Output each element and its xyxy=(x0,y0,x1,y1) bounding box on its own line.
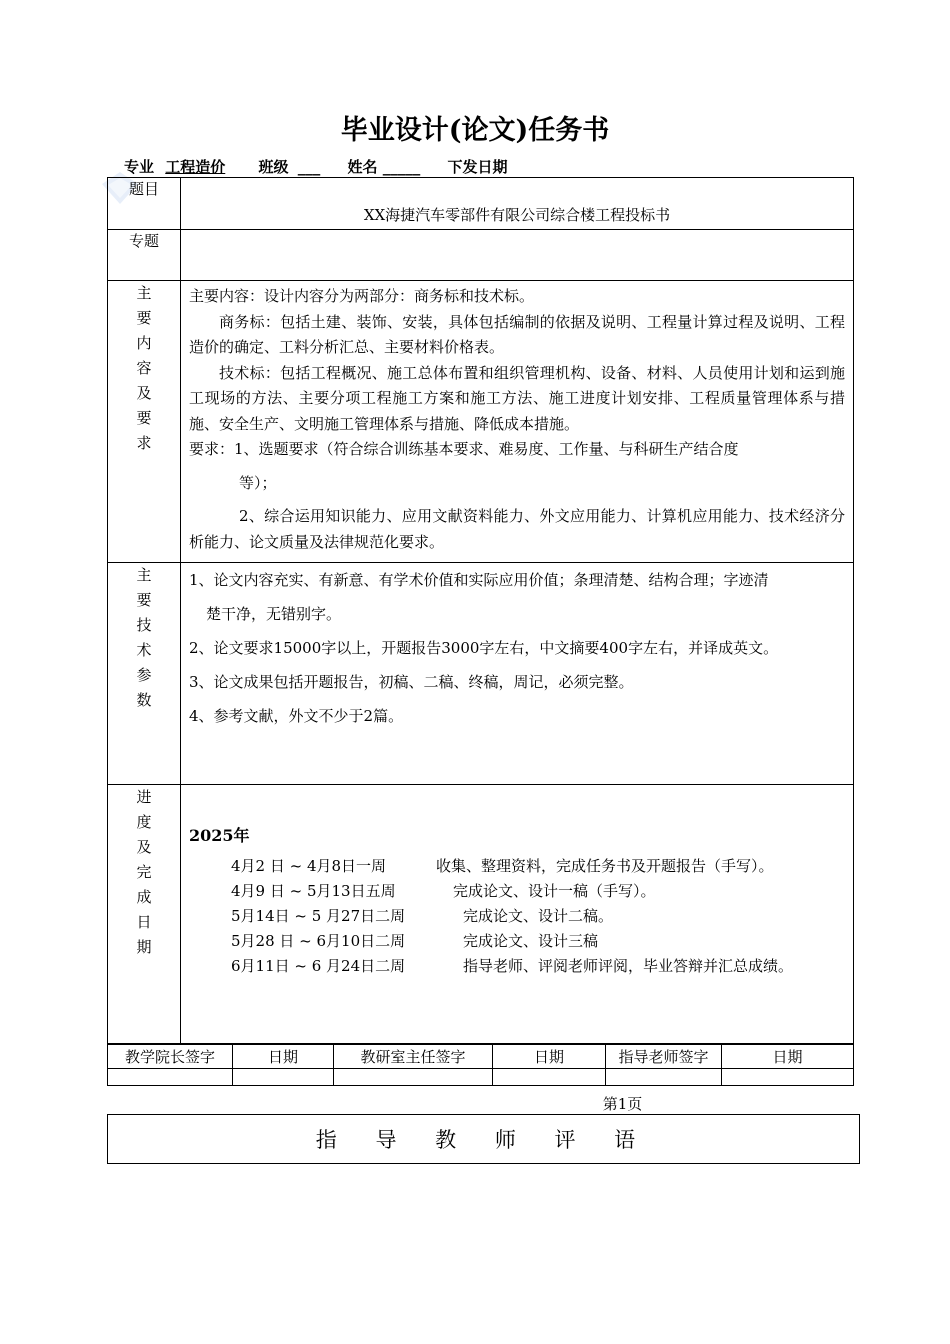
schedule-label: 进 度 及 完 成 日 期 xyxy=(136,788,152,956)
tech-item-1-cont: 楚干净，无错别字。 xyxy=(206,605,342,623)
tech-item-2: 2、论文要求15000字以上，开题报告3000字左右，中文摘要400字左右，并译成英文。 xyxy=(189,639,779,657)
tech-item-4: 4、参考文献，外文不少于2篇。 xyxy=(189,707,404,725)
major-value: 工程造价 xyxy=(165,158,226,176)
schedule-row: 6月11日 ~ 6 月24日二周 指导老师、评阅老师评阅，毕业答辩并汇总成绩。 xyxy=(231,957,794,975)
schedule-year: 2025年 xyxy=(189,826,250,845)
director-signature-header: 教研室主任签字 xyxy=(334,1045,493,1069)
date-field[interactable] xyxy=(722,1069,854,1086)
meta-line xyxy=(124,156,507,177)
tech-cell xyxy=(181,563,854,785)
date-header: 日期 xyxy=(233,1045,334,1069)
advisor-signature-header: 指导老师签字 xyxy=(606,1045,722,1069)
schedule-label-cell xyxy=(108,785,181,1044)
content-business: 商务标：包括土建、装饰、安装，具体包括编制的依据及说明、工程量计算过程及说明、工程造价的确定、工料分析汇总、主要材料价格表。 xyxy=(189,312,845,356)
date-header: 日期 xyxy=(722,1045,854,1069)
date-field[interactable] xyxy=(493,1069,606,1086)
special-label-cell xyxy=(108,230,181,281)
schedule-row: 5月28 日 ~ 6月10日二周 完成论文、设计三稿 xyxy=(231,932,599,950)
requirement-1-cont: 等）； xyxy=(239,473,277,492)
tech-label-cell xyxy=(108,563,181,785)
schedule-row: 4月9 日 ~ 5月13日五周 完成论文、设计一稿（手写）。 xyxy=(231,882,656,900)
page-number: 第1页 xyxy=(602,1095,643,1113)
schedule-row: 4月2 日 ~ 4月8日一周 收集、整理资料，完成任务书及开题报告（手写）。 xyxy=(231,857,774,875)
special-value-cell xyxy=(181,230,854,281)
major-label: 专业 xyxy=(124,158,155,176)
class-label: 班级 xyxy=(258,158,289,176)
name-label: 姓名 xyxy=(347,158,378,176)
content-label-cell xyxy=(108,281,181,563)
name-blank: _____ xyxy=(382,158,421,176)
advisor-comment-header: 指 导 教 师 评 语 xyxy=(107,1114,860,1164)
content-main: 主要内容：设计内容分为两部分：商务标和技术标。 xyxy=(189,287,535,305)
topic-label: 题目 xyxy=(128,180,159,198)
tech-item-1: 1、论文内容充实、有新意、有学术价值和实际应用价值；条理清楚、结构合理；字迹清 xyxy=(189,571,769,589)
date-header: 日期 xyxy=(493,1045,606,1069)
topic-value-cell xyxy=(181,178,854,230)
content-cell xyxy=(181,281,854,563)
advisor-signature-field[interactable] xyxy=(606,1069,722,1086)
dean-signature-header: 教学院长签字 xyxy=(108,1045,233,1069)
tech-label: 主 要 技 术 参 数 xyxy=(136,566,152,709)
requirement-2: 2、综合运用知识能力、应用文献资料能力、外文应用能力、计算机应用能力、技术经济分析能力、论文质量及法律规范化要求。 xyxy=(189,507,845,551)
content-label: 主 要 内 容 及 要 求 xyxy=(136,284,152,452)
signature-table xyxy=(107,1044,854,1086)
director-signature-field[interactable] xyxy=(334,1069,493,1086)
date-field[interactable] xyxy=(233,1069,334,1086)
topic-value: XX海捷汽车零部件有限公司综合楼工程投标书 xyxy=(363,206,671,224)
issue-date-label: 下发日期 xyxy=(447,158,508,176)
document-title: 毕业设计(论文)任务书 xyxy=(340,115,610,146)
special-label: 专题 xyxy=(128,232,159,250)
dean-signature-field[interactable] xyxy=(108,1069,233,1086)
class-blank: ___ xyxy=(297,158,321,176)
schedule-cell xyxy=(181,785,854,1044)
topic-label-cell xyxy=(108,178,181,230)
content-technical: 技术标：包括工程概况、施工总体布置和组织管理机构、设备、材料、人员使用计划和运到施工现场的方法、主要分项工程施工方案和施工方法、施工进度计划安排、工程质量管理体系与措施、安全生产、文明施工管理体系与措施、降低成本措施。 xyxy=(189,363,845,433)
requirement-1: 要求：1、选题要求（符合综合训练基本要求、难易度、工作量、与科研生产结合度 xyxy=(189,440,739,458)
schedule-row: 5月14日 ~ 5 月27日二周 完成论文、设计二稿。 xyxy=(231,907,614,925)
task-table xyxy=(107,177,854,1044)
tech-item-3: 3、论文成果包括开题报告，初稿、二稿、终稿，周记，必须完整。 xyxy=(189,673,634,691)
